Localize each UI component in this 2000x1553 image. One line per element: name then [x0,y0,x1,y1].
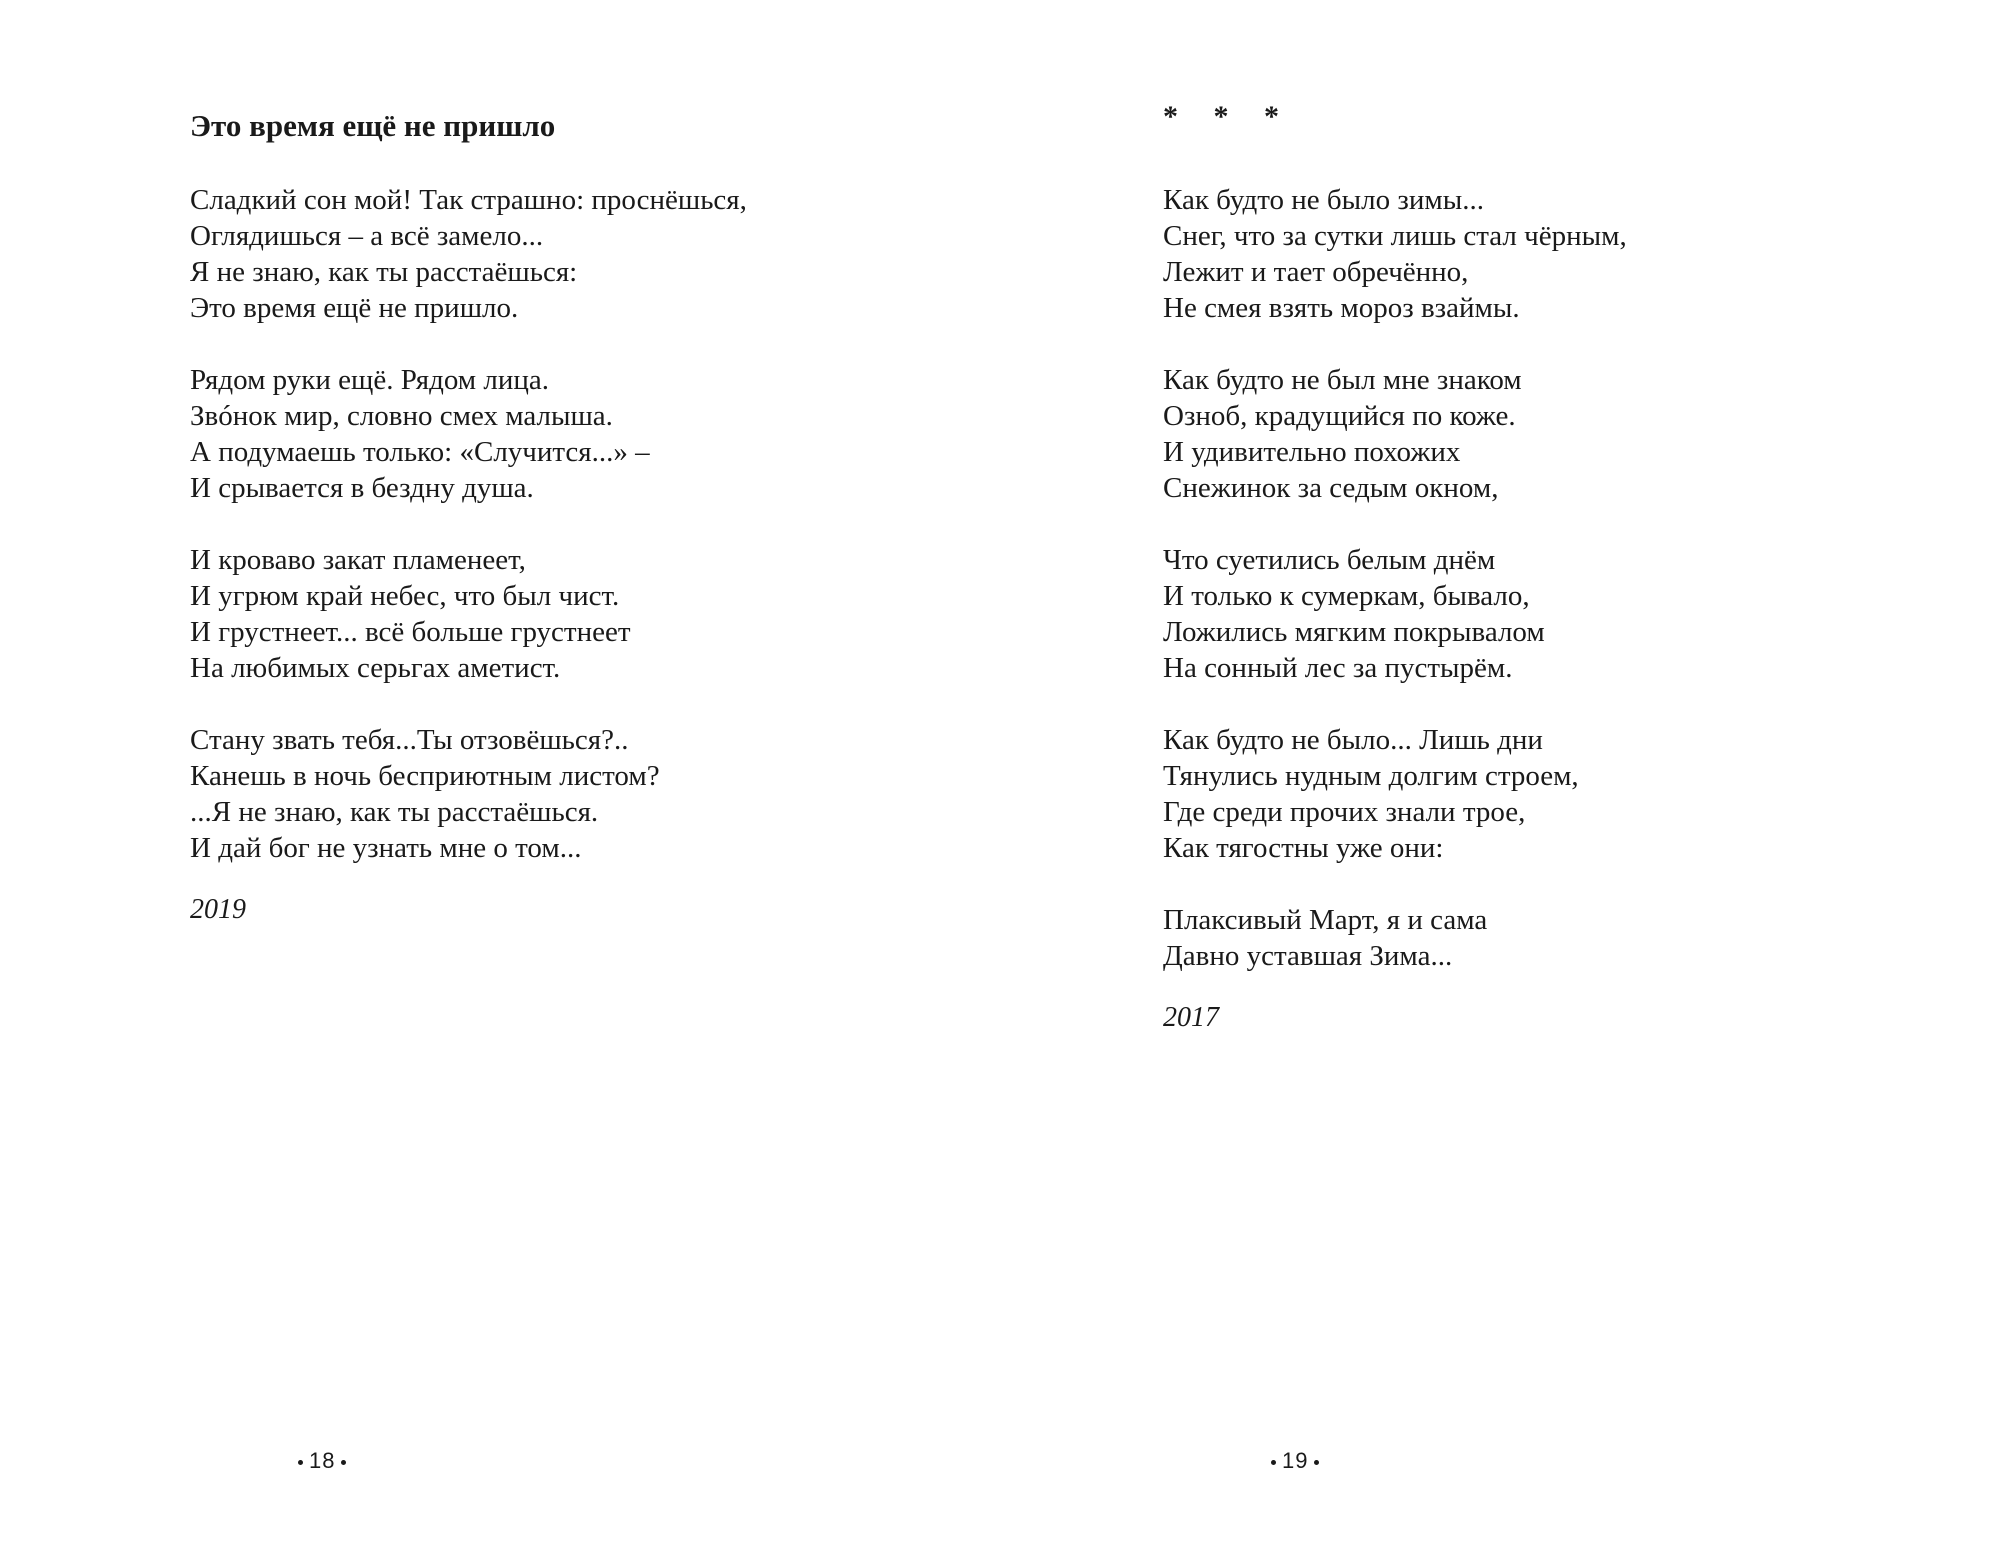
stanza [190,182,747,326]
poem-body [190,182,747,928]
poem-line: Как будто не было... Лишь дни [1163,724,1543,756]
bullet-icon [1271,1460,1276,1465]
poem-year: 2017 [1163,1002,1219,1033]
poem-line: Лежит и тает обречённо, [1163,256,1469,288]
poem-line: Давно уставшая Зима... [1163,940,1453,972]
poem-line: Это время ещё не пришло. [190,292,519,324]
bullet-icon [298,1460,303,1465]
poem-line: Оглядишься – а всё замело... [190,220,544,252]
poem-line: И только к сумеркам, бывало, [1163,580,1530,612]
page-number [1265,1448,1325,1474]
poem-line: А подумаешь только: «Случится...» – [190,436,650,468]
stanza [190,722,747,866]
stanza [190,542,747,686]
poem-line: Канешь в ночь бесприютным листом? [190,760,660,792]
poem-line: И угрюм край небес, что был чист. [190,580,620,612]
bullet-icon [341,1460,346,1465]
poem-line: ...Я не знаю, как ты расстаёшься. [190,796,599,828]
poem-line: Где среди прочих знали трое, [1163,796,1526,828]
stanza [1163,722,1627,866]
poem-line: На любимых серьгах аметист. [190,652,561,684]
right-page [1000,0,2000,1553]
poem-year: 2019 [190,894,246,925]
stanza [190,362,747,506]
poem-line: Рядом руки ещё. Рядом лица. [190,364,550,396]
stanza [1163,362,1627,506]
poem-line: И удивительно похожих [1163,436,1461,468]
poem-body [1163,182,1627,1036]
page-number-value: 19 [1282,1448,1309,1473]
poem-line: Стану звать тебя...Ты отзовёшься?.. [190,724,629,756]
poem-line: Ложились мягким покрывалом [1163,616,1545,648]
poem-line: Плаксивый Март, я и сама [1163,904,1488,936]
poem-line: Озноб, крадущийся по коже. [1163,400,1516,432]
poem-line: Снежинок за седым окном, [1163,472,1499,504]
page-number-value: 18 [309,1448,336,1473]
poem-line: Как тягостны уже они: [1163,832,1444,864]
poem-line: Как будто не было зимы... [1163,184,1484,216]
poem-line: И грустнеет... всё больше грустнеет [190,616,631,648]
poem-title: * * * [1163,100,1293,133]
poem-line: И кроваво закат пламенеет, [190,544,526,576]
poem-line: Не смея взять мороз взаймы. [1163,292,1520,324]
poem-title: Это время ещё не пришло [190,108,556,143]
poem-line: Звóнок мир, словно смех малыша. [190,400,613,432]
stanza [1163,542,1627,686]
poem-line: Как будто не был мне знаком [1163,364,1522,396]
poem-line: Сладкий сон мой! Так страшно: проснёшься, [190,184,747,216]
poem-line: Тянулись нудным долгим строем, [1163,760,1579,792]
stanza [1163,182,1627,326]
poem-line: Снег, что за сутки лишь стал чёрным, [1163,220,1627,252]
stanza [1163,902,1627,974]
poem-line: И дай бог не узнать мне о том... [190,832,582,864]
poem-line: Я не знаю, как ты расстаёшься: [190,256,578,288]
bullet-icon [1314,1460,1319,1465]
poem-line: И срывается в бездну душа. [190,472,534,504]
poem-line: На сонный лес за пустырём. [1163,652,1513,684]
page-number [292,1448,352,1474]
poem-line: Что суетились белым днём [1163,544,1496,576]
